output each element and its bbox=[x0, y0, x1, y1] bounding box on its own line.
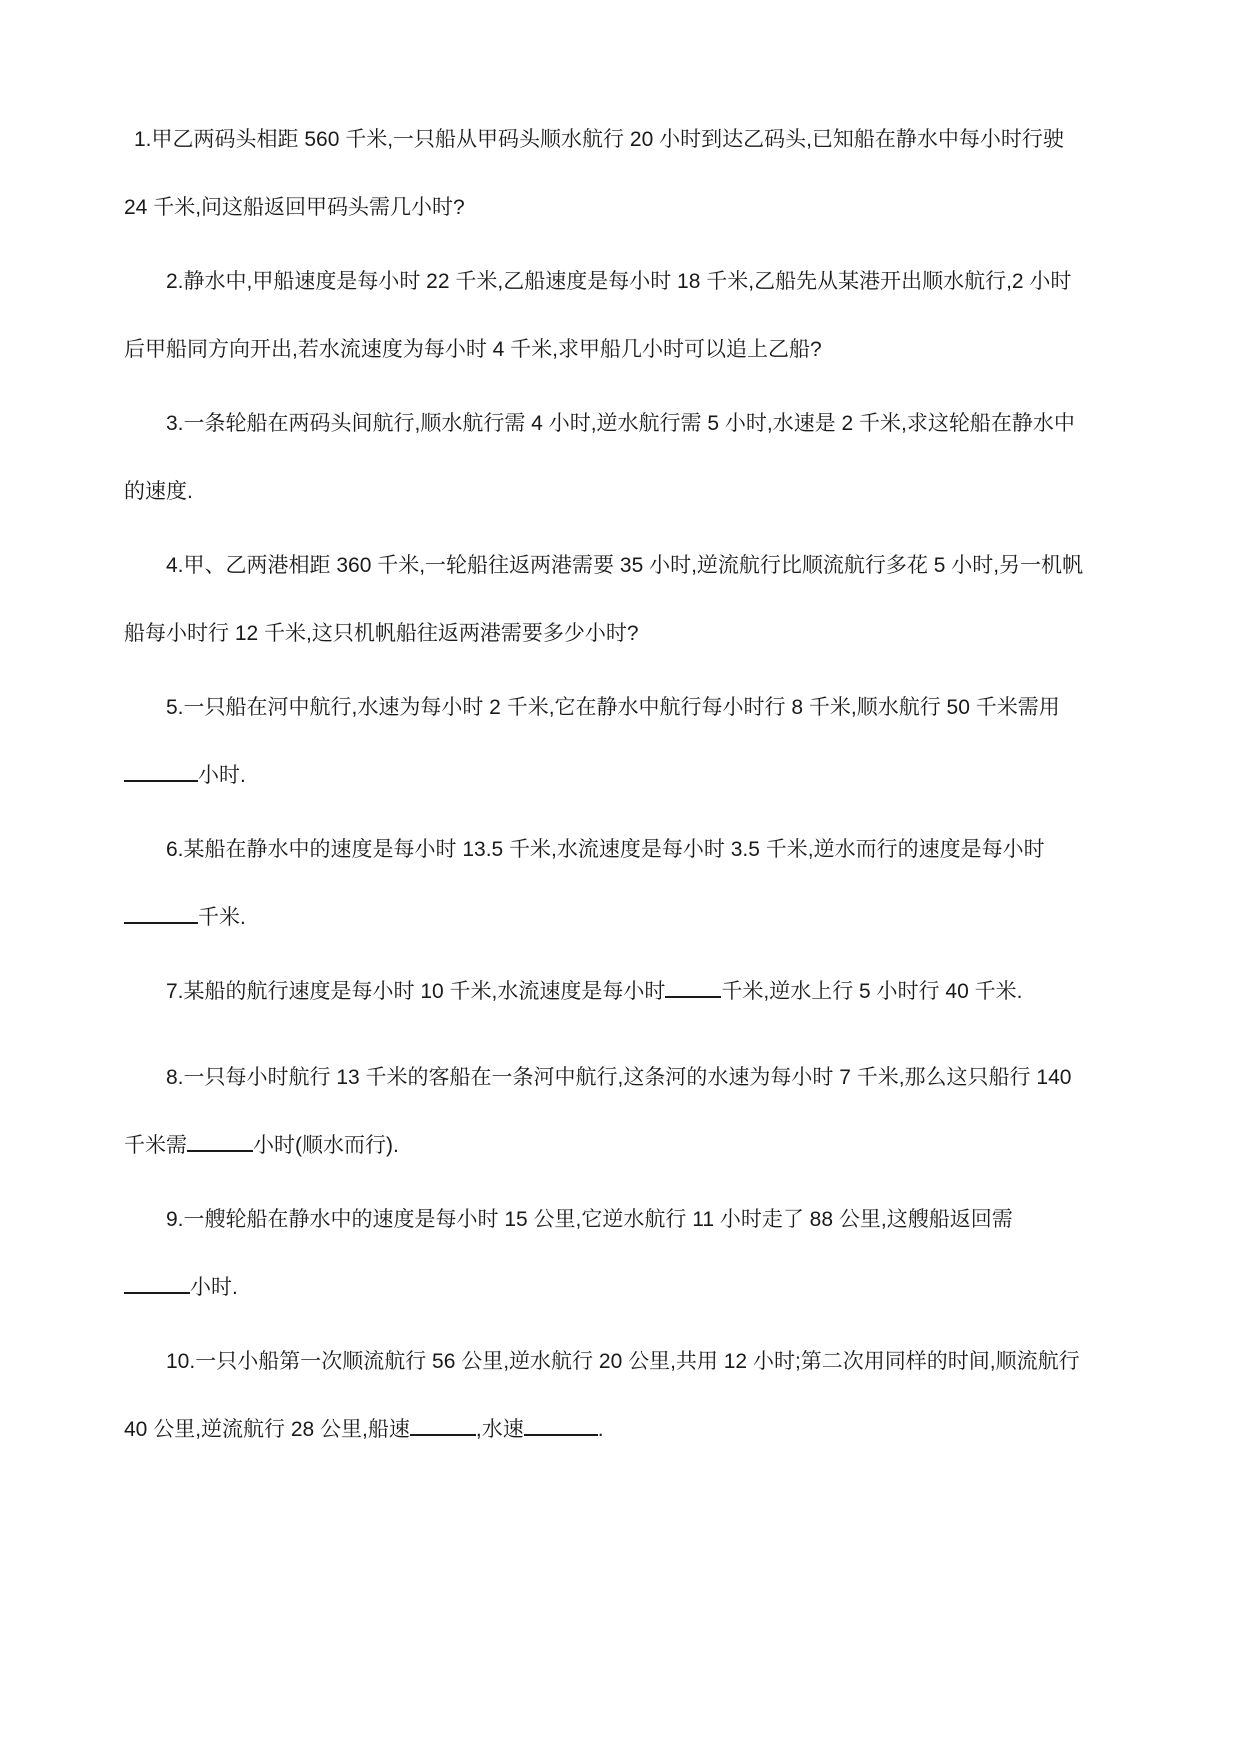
problem-7-text-before: 7.某船的航行速度是每小时 10 千米,水流速度是每小时 bbox=[166, 980, 666, 1003]
problem-6-line-2-text: 千米. bbox=[198, 906, 246, 929]
problem-1-line-1: 1.甲乙两码头相距 560 千米,一只船从甲码头顺水航行 20 小时到达乙码头,已知船在静水中每小时行驶 bbox=[134, 128, 1064, 151]
answer-blank[interactable] bbox=[665, 976, 721, 998]
problem-2 bbox=[124, 258, 1124, 374]
problem-5-line-1: 5.一只船在河中航行,水速为每小时 2 千米,它在静水中航行每小时行 8 千米,顺水航行 50 千米需用 bbox=[166, 696, 1060, 719]
problem-5-line-2-text: 小时. bbox=[198, 764, 246, 787]
problem-3-line-2: 的速度. bbox=[124, 480, 193, 503]
problem-4-line-2: 船每小时行 12 千米,这只机帆船往返两港需要多少小时? bbox=[124, 622, 639, 645]
problem-10-text-before: 40 公里,逆流航行 28 公里,船速 bbox=[124, 1418, 410, 1441]
answer-blank[interactable] bbox=[124, 1272, 190, 1294]
problem-2-line-1: 2.静水中,甲船速度是每小时 22 千米,乙船速度是每小时 18 千米,乙船先从某港开出顺水航行,2 小时 bbox=[166, 270, 1072, 293]
answer-blank[interactable] bbox=[410, 1414, 476, 1436]
problem-4-line-1: 4.甲、乙两港相距 360 千米,一轮船往返两港需要 35 小时,逆流航行比顺流航行多花 5 小时,另一机帆 bbox=[166, 554, 1084, 577]
problem-10-line-2 bbox=[124, 1406, 1124, 1454]
problem-10-text-mid: ,水速 bbox=[475, 1418, 524, 1441]
problem-7-text-after: 千米,逆水上行 5 小时行 40 千米. bbox=[721, 980, 1023, 1003]
problem-5-line-2 bbox=[124, 752, 1124, 800]
problem-5 bbox=[124, 684, 1124, 800]
problem-10-line-1: 10.一只小船第一次顺流航行 56 公里,逆水航行 20 公里,共用 12 小时;第二次用同样的时间,顺流航行 bbox=[166, 1350, 1080, 1373]
problem-10 bbox=[124, 1338, 1124, 1454]
answer-blank[interactable] bbox=[524, 1414, 598, 1436]
answer-blank[interactable] bbox=[187, 1130, 253, 1152]
problem-1-line-2: 24 千米,问这船返回甲码头需几小时? bbox=[124, 196, 465, 219]
problem-8-line-2 bbox=[124, 1122, 1124, 1170]
problem-10-text-after: . bbox=[597, 1418, 604, 1441]
problem-8-text-before: 千米需 bbox=[124, 1134, 187, 1157]
problem-9-line-2 bbox=[124, 1264, 1124, 1312]
problem-4 bbox=[124, 542, 1124, 658]
answer-blank[interactable] bbox=[124, 902, 198, 924]
problem-6-line-1: 6.某船在静水中的速度是每小时 13.5 千米,水流速度是每小时 3.5 千米,逆水而行的速度是每小时 bbox=[166, 838, 1045, 861]
problem-9-line-2-text: 小时. bbox=[190, 1276, 238, 1299]
answer-blank[interactable] bbox=[124, 760, 198, 782]
problem-3-line-1: 3.一条轮船在两码头间航行,顺水航行需 4 小时,逆水航行需 5 小时,水速是 2 千米,求这轮船在静水中 bbox=[166, 412, 1075, 435]
problem-3 bbox=[124, 400, 1124, 516]
problem-6 bbox=[124, 826, 1124, 942]
problem-2-line-2: 后甲船同方向开出,若水流速度为每小时 4 千米,求甲船几小时可以追上乙船? bbox=[124, 338, 822, 361]
problem-8-line-1: 8.一只每小时航行 13 千米的客船在一条河中航行,这条河的水速为每小时 7 千米,那么这只船行 140 bbox=[166, 1066, 1072, 1089]
problem-7-line-1 bbox=[124, 968, 1124, 1016]
problem-8 bbox=[124, 1054, 1124, 1170]
problem-9 bbox=[124, 1196, 1124, 1312]
problem-8-text-after: 小时(顺水而行). bbox=[253, 1134, 399, 1157]
problem-7 bbox=[124, 968, 1124, 1016]
problem-9-line-1: 9.一艘轮船在静水中的速度是每小时 15 公里,它逆水航行 11 小时走了 88 公里,这艘船返回需 bbox=[166, 1208, 1013, 1231]
problem-6-line-2 bbox=[124, 894, 1124, 942]
problem-1 bbox=[124, 116, 1124, 232]
